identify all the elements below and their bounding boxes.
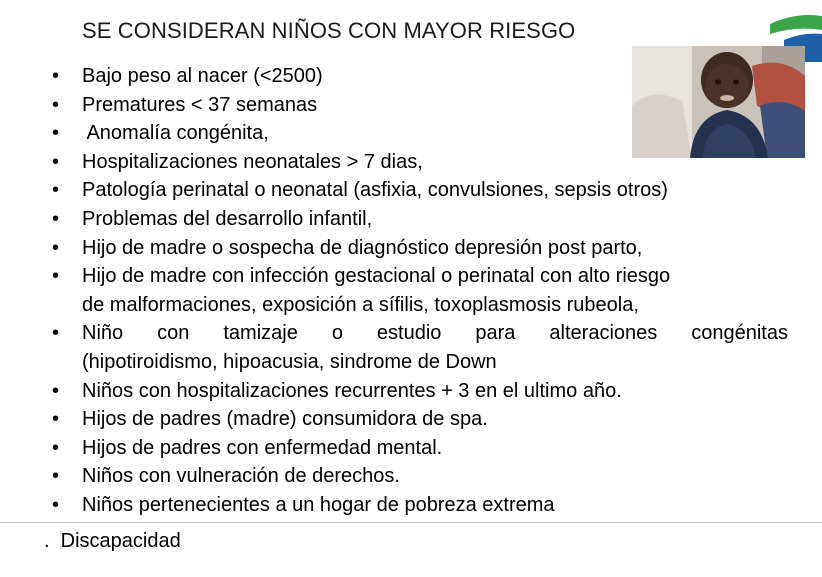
bullet-marker: • [52, 93, 60, 116]
risk-factor-list [52, 62, 788, 520]
extra-item-discapacidad: . Discapacidad [44, 530, 181, 552]
bullet-marker: • [52, 379, 60, 402]
list-item-text: Bajo peso al nacer (<2500) [82, 65, 323, 87]
list-item [52, 119, 788, 148]
bullet-marker: • [52, 236, 60, 259]
list-item [52, 91, 788, 120]
bullet-marker: • [52, 207, 60, 230]
bullet-marker: • [52, 265, 60, 288]
list-item-text: Anomalía congénita, [82, 122, 269, 145]
list-item [52, 262, 788, 319]
list-item-text: Niño con tamizaje o estudio para alteraciones congénitas [82, 322, 788, 345]
bullet-marker: • [52, 122, 60, 145]
list-item-text: Hijos de padres (madre) consumidora de spa. [82, 408, 488, 431]
list-item-text: Hijo de madre o sospecha de diagnóstico depresión post parto, [82, 236, 643, 259]
list-item-text: Hijos de padres con enfermedad mental. [82, 436, 443, 459]
list-item-text: Patología perinatal o neonatal (asfixia, convulsiones, sepsis otros) [82, 179, 668, 202]
bullet-marker: • [52, 493, 60, 516]
list-item [52, 148, 788, 177]
list-item-text: Niños con hospitalizaciones recurrentes + 3 en el ultimo año. [82, 379, 622, 402]
list-item [52, 434, 788, 463]
list-item-text: Hospitalizaciones neonatales > 7 dias, [82, 150, 423, 173]
bullet-marker: • [52, 322, 60, 345]
list-item-text: Niños con vulneración de derechos. [82, 465, 400, 488]
bullet-marker: • [52, 465, 60, 488]
list-item [52, 205, 788, 234]
list-item [52, 234, 788, 263]
bullet-marker: • [52, 408, 60, 431]
list-item [52, 491, 788, 520]
list-item-text: Prematures < 37 semanas [82, 93, 318, 116]
list-item-continuation: de malformaciones, exposición a sífilis, toxoplasmosis rubeola, [82, 293, 639, 316]
list-item [52, 405, 788, 434]
bullet-marker: • [52, 65, 60, 87]
bullet-marker: • [52, 179, 60, 202]
list-item-text: Hijo de madre con infección gestacional o perinatal con alto riesgo [82, 265, 671, 288]
list-item [52, 462, 788, 491]
list-item [52, 62, 788, 91]
slide-title: SE CONSIDERAN NIÑOS CON MAYOR RIESGO [82, 18, 576, 43]
list-item-text: Niños pertenecientes a un hogar de pobreza extrema [82, 493, 555, 516]
bullet-marker: • [52, 436, 60, 459]
list-item [52, 176, 788, 205]
list-item [52, 319, 788, 376]
list-item-continuation: (hipotiroidismo, hipoacusia, sindrome de Down [82, 350, 497, 373]
list-item-text: Problemas del desarrollo infantil, [82, 207, 373, 230]
list-item [52, 377, 788, 406]
bullet-marker: • [52, 150, 60, 173]
